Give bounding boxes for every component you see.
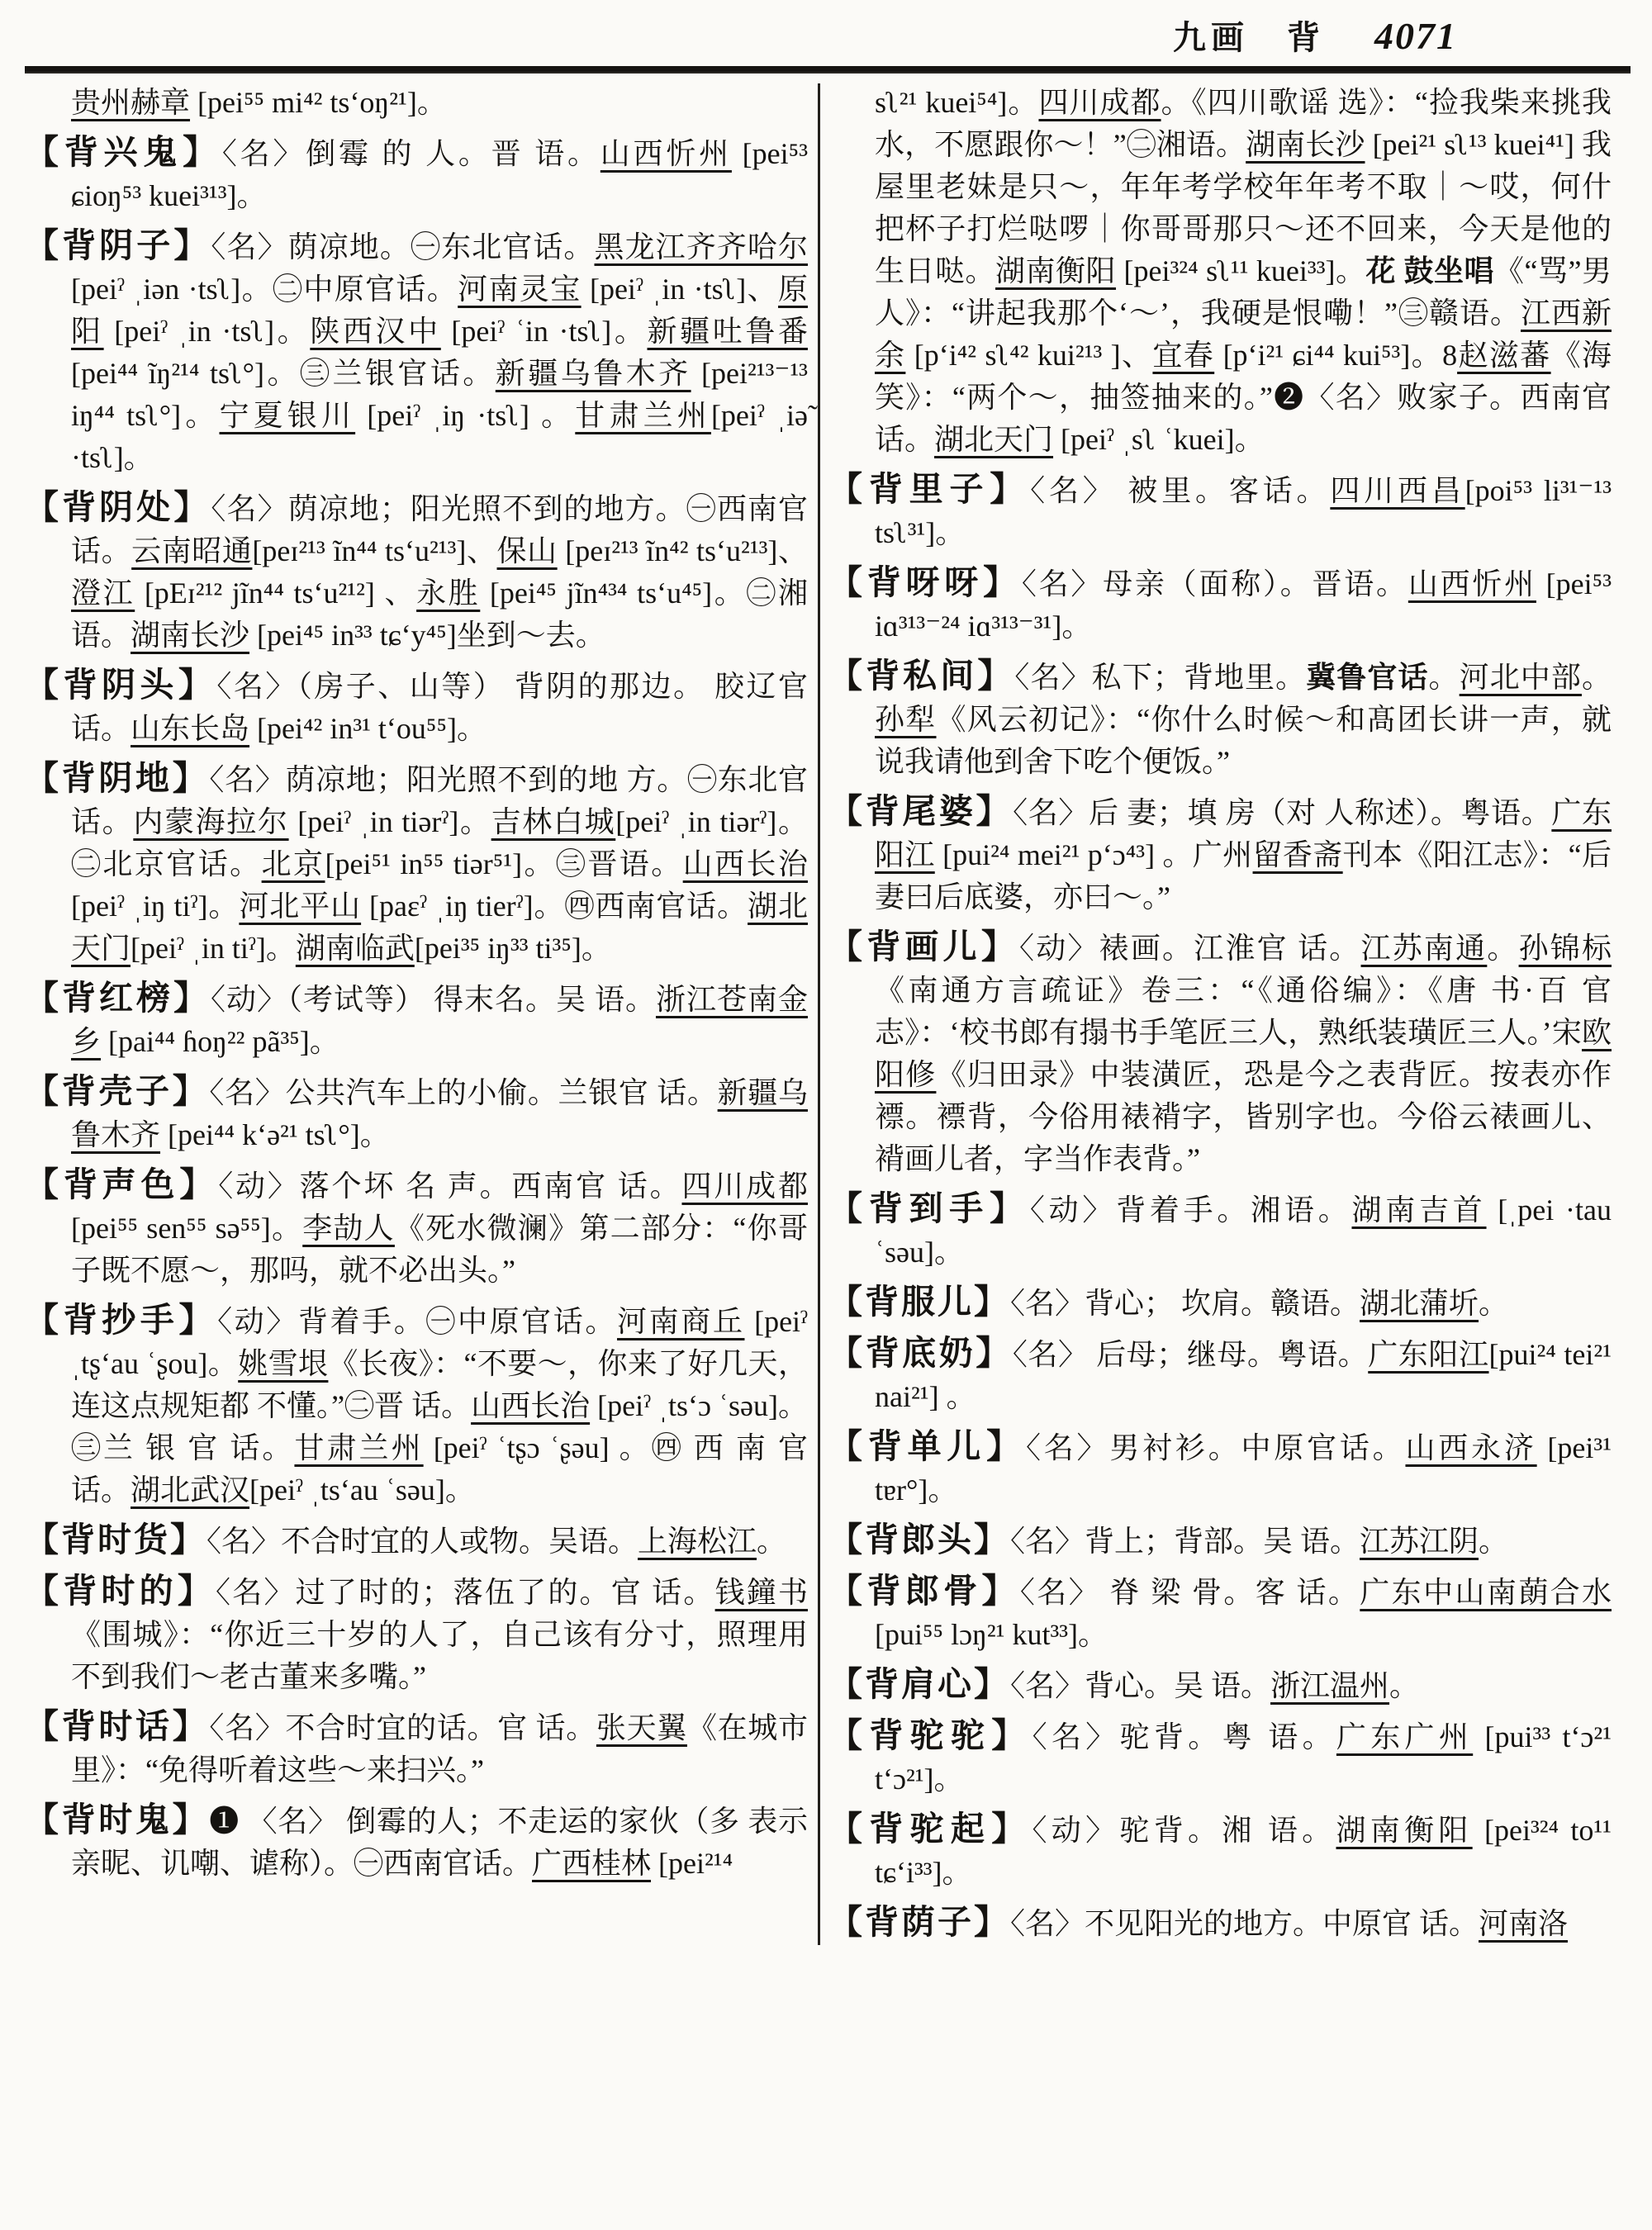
entry-text-segment: 。 [757, 1525, 787, 1558]
place-name: 湖北天门 [934, 423, 1054, 456]
entry-text-segment: 〈名〉公共汽车上的小偷。兰银官 话。 [209, 1076, 718, 1109]
place-name: 欧阳修 [875, 1016, 1612, 1091]
dictionary-entry [25, 757, 808, 970]
place-name: 赵滋蕃 [1457, 339, 1551, 372]
entry-text-segment: [pei²¹⁴ [651, 1847, 733, 1880]
place-name: 河北中部 [1459, 661, 1582, 694]
entry-text-segment: 〈名〉（房子、山等） 背阴的那边。 胶辽官话。 [71, 670, 808, 745]
entry-text-segment: [pei³²⁴ sʅ¹¹ kuei³³]。 [1116, 254, 1366, 287]
entry-text-segment: 〈名〉 被里。客话。 [1030, 474, 1331, 507]
entry-text-segment: 。 [1487, 932, 1519, 965]
place-name: 宜春 [1152, 339, 1215, 372]
dictionary-entry [25, 1164, 808, 1292]
entry-text-segment: [peiˀ ˌin tiərˀ]。 [288, 805, 491, 838]
entry-text-segment: [pei⁵⁵ mi⁴² tsʻoŋ²¹]。 [190, 86, 447, 119]
entry-text-segment: [pei³⁵ iŋ³³ ti³⁵]。 [414, 932, 611, 965]
place-name: 江西新余 [875, 297, 1612, 372]
entry-text-segment: 〈动〉裱画。江淮官 话。 [1019, 932, 1361, 965]
place-name: 湖南临武 [295, 932, 415, 965]
dictionary-entry [828, 1901, 1612, 1945]
place-name: 李劼人 [302, 1212, 395, 1245]
entry-text-segment: 《死水微澜》第二部分：“你哥子既不愿～，那吗，就不必出头。” [71, 1212, 808, 1287]
place-name: 钱鐘书 [714, 1576, 808, 1609]
entry-headword: 【背郎头】 [828, 1521, 1010, 1559]
entry-text-segment: [pei³²⁴ to¹¹ tɕʻi³³]。 [875, 1814, 1612, 1889]
entry-text-segment: [peiˀ ˌin tiərˀ]。㊁北京官话。 [71, 805, 808, 880]
entry-text-segment: [peiˀ ˌtsʻɔ ʿsəu]。㊂兰 银 官 话。 [71, 1389, 808, 1464]
place-name: 浙江苍南金乡 [71, 983, 808, 1058]
place-name: 留香斋 [1252, 838, 1343, 871]
place-name: 原阳 [71, 273, 808, 348]
place-name: 孙锦标 [1518, 932, 1612, 965]
dictionary-entry [828, 1519, 1612, 1563]
dictionary-entry [25, 486, 808, 657]
place-name: 云南昭通 [131, 534, 253, 567]
entry-text-segment: [peiˀ ˌtʂʻau ʿʂou]。 [71, 1305, 808, 1380]
entry-text-segment: 。《四川歌谣 选》：“捡我柴来挑我水，不愿跟你～！”㊁湘语。 [875, 86, 1612, 161]
two-column-text [25, 80, 1631, 1945]
entry-headword: 【背底奶】 [828, 1334, 1013, 1372]
dictionary-entry [828, 468, 1612, 554]
place-name: 山东长岛 [131, 712, 250, 745]
entry-text-segment: [pʻi²¹ ɕi⁴⁴ kui⁵³]。8 [1214, 339, 1458, 372]
entry-text-segment: [peiˀ ˌiə̃ ·tsʅ]。 [71, 399, 808, 474]
place-name: 宁夏银川 [219, 399, 356, 432]
dictionary-entry [828, 562, 1612, 648]
entry-text-segment: ❶ 〈名〉 倒霉的人；不走运的家伙（多 表示亲昵、讥嘲、谑称）。㊀西南官话。 [71, 1805, 808, 1880]
place-name: 黑龙江齐齐哈尔 [594, 230, 808, 263]
entry-headword: 【背郎骨】 [828, 1572, 1020, 1610]
entry-text-segment: 。 [1479, 1525, 1509, 1558]
entry-text-segment: [pei⁴⁴ ĩŋ²¹⁴ tsʅ°]。㊂兰银官话。 [71, 357, 496, 390]
dictionary-entry [828, 1808, 1612, 1894]
entry-text-segment: 〈名〉 脊 梁 骨。客 话。 [1019, 1576, 1360, 1609]
entry-headword: 【背时话】 [25, 1707, 210, 1745]
continuation-paragraph [25, 82, 808, 124]
entry-text-segment: [pui²⁴ mei²¹ pʻɔ⁴³] 。广州 [934, 838, 1253, 871]
entry-text-segment: [peiˀ ʿtʂɔ ʿʂəu] 。㊃ 西 南 官 话。 [71, 1431, 808, 1506]
place-name: 孙犁 [875, 703, 937, 736]
entry-headword: 【背私间】 [828, 657, 1015, 695]
dictionary-entry [828, 1426, 1612, 1511]
place-name: 内蒙海拉尔 [133, 805, 289, 838]
entry-headword: 【背肩心】 [828, 1665, 1010, 1703]
place-name: 新疆乌鲁木齐 [495, 357, 691, 390]
entry-text-segment: 《南通方言疏证》卷三：“《通俗编》：《唐 书·百 官志》：‘校书郎有搨书手笔匠三人，熟纸装璜匠三人。’宋 [875, 974, 1612, 1049]
entry-headword: 【背荫子】 [828, 1903, 1010, 1941]
entry-headword: 【背兴鬼】 [25, 133, 222, 171]
place-name: 贵州赫章 [71, 86, 191, 119]
place-name: 河南商丘 [617, 1305, 745, 1338]
dictionary-entry [828, 790, 1612, 918]
entry-headword: 【背尾婆】 [828, 792, 1014, 830]
entry-text-segment: [pui³³ tʻɔ²¹ tʻɔ²¹]。 [875, 1720, 1612, 1796]
entry-text-segment: [peiˀ ˌiən ·tsʅ]。㊁中原官话。 [71, 273, 458, 306]
left-column [25, 80, 808, 1945]
entry-text-segment: [poi⁵³ li³¹⁻¹³ tsʅ³¹]。 [875, 474, 1612, 549]
entry-headword: 【背服儿】 [828, 1283, 1010, 1321]
dictionary-entry [828, 655, 1612, 783]
dictionary-entry [828, 1570, 1612, 1656]
entry-text-segment: 〈名〉不合时宜的人或物。吴语。 [206, 1525, 638, 1558]
entry-text-segment: 《归田录》中装潢匠，恐是今之表背匠。按表亦作褾。褾背，今俗用裱褙字，皆别字也。今俗云裱画儿、褙画儿者，字当作表背。” [875, 1058, 1612, 1175]
entry-text-segment: 。 [1479, 1287, 1509, 1320]
page-number: 4071 [1374, 15, 1457, 57]
entry-text-segment: [peiˀ ˌin ·tsʅ]。 [103, 315, 311, 348]
place-name: 四川成都 [681, 1170, 808, 1203]
entry-headword: 【背里子】 [828, 470, 1031, 508]
place-name: 浙江温州 [1270, 1669, 1390, 1702]
place-name: 吉林白城 [491, 805, 616, 838]
dictionary-entry [828, 926, 1612, 1180]
entry-text-segment: 《长夜》：“不要～，你来了好几天，连这点规矩都 不懂。”㊁晋 话。 [71, 1347, 808, 1422]
entry-text-segment: [pei⁴⁴ kʻə²¹ tsʅ°]。 [160, 1118, 390, 1151]
entry-text-segment: [pEɪ²¹² jĩn⁴⁴ tsʻu²¹²] 、 [135, 576, 417, 610]
place-name: 北京 [261, 847, 325, 880]
place-name: 江苏南通 [1360, 932, 1488, 965]
place-name: 湖南衡阳 [1336, 1814, 1473, 1847]
entry-text-segment: 〈名〉母亲（面称）。晋语。 [1021, 567, 1408, 600]
dictionary-entry [828, 1715, 1612, 1801]
place-name: 永胜 [416, 576, 481, 610]
entry-text-segment: 〈动〉背着手。湘语。 [1029, 1193, 1352, 1226]
entry-text-segment: [pui²⁴ tei²¹ nai²¹] 。 [875, 1338, 1612, 1413]
running-head [25, 12, 1631, 63]
entry-text-segment: 〈动〉背着手。㊀中原官话。 [217, 1305, 618, 1338]
entry-text-segment: 〈名〉不见阳光的地方。中原官 话。 [1010, 1907, 1479, 1940]
dictionary-entry [25, 1299, 808, 1511]
place-name: 山西永济 [1405, 1431, 1537, 1464]
entry-headword: 【背抄手】 [25, 1301, 218, 1339]
entry-headword: 【背画儿】 [828, 928, 1020, 966]
entry-text-segment: [pei³¹ tɐr°]。 [875, 1431, 1612, 1506]
dictionary-entry [25, 977, 808, 1063]
entry-text-segment: [pei⁴⁵ jĩn⁴³⁴ tsʻu⁴⁵]。㊁湘语。 [71, 576, 808, 652]
entry-text-segment: 《在城市里》：“免得听着这些～来扫兴。” [71, 1711, 808, 1786]
entry-text-segment: [pui⁵⁵ lɔŋ²¹ kut³³]。 [875, 1618, 1108, 1651]
place-name: 新疆乌鲁木齐 [71, 1076, 808, 1151]
dictionary-entry [25, 1570, 808, 1698]
entry-headword: 【背声色】 [25, 1165, 219, 1203]
place-name: 山西长治 [471, 1389, 591, 1422]
place-name: 河南灵宝 [458, 273, 582, 306]
entry-text-segment: [pei²¹ sʅ¹³ kuei⁴¹] 我屋里老妹是只～，年年考学校年年考不取｜～哎，何什把杯子打烂哒啰｜你哥哥那只～还不回来，今天是他的生日哒。 [875, 128, 1612, 287]
place-name: 上海松江 [638, 1525, 757, 1558]
entry-text-segment: [peɪ²¹³ ĩn⁴⁴ tsʻu²¹³]、 [252, 534, 497, 567]
place-name: 姚雪垠 [238, 1347, 329, 1380]
place-name: 甘肃兰州 [294, 1431, 424, 1464]
entry-text-segment: [peiˀ ˌin ·tsʅ]、 [581, 273, 778, 306]
entry-headword: 【背驼驼】 [828, 1716, 1032, 1754]
entry-text-segment: 〈名〉荫凉地；阳光照不到的地方。㊀西南官话。 [71, 492, 808, 567]
entry-text-segment: 花 鼓坐唱 [1365, 254, 1495, 287]
entry-text-segment: 〈名〉荫凉地。㊀东北官话。 [211, 230, 595, 263]
entry-text-segment: [pei⁴⁵ in³³ tɕʻy⁴⁵]坐到～去。 [249, 619, 605, 652]
place-name: 湖南长沙 [131, 619, 250, 652]
entry-headword: 【背呀呀】 [828, 563, 1022, 601]
place-name: 广东阳江 [875, 796, 1612, 871]
right-column [828, 80, 1612, 1945]
entry-text-segment: 《围城》：“你近三十岁的人了，自己该有分寸，照理用不到我们～老古董来多嘴。” [71, 1618, 808, 1693]
entry-text-segment: [pei⁴² in³¹ tʻou⁵⁵]。 [249, 712, 487, 745]
place-name: 湖南吉首 [1351, 1193, 1487, 1226]
place-name: 江苏江阴 [1360, 1525, 1479, 1558]
place-name: 广东阳江 [1368, 1338, 1489, 1371]
entry-text-segment: 冀鲁官话 [1306, 661, 1429, 694]
entry-text-segment: [peɪ²¹³ ĩn⁴² tsʻu²¹³]、 [557, 534, 808, 567]
continuation-paragraph [828, 82, 1612, 461]
place-name: 甘肃兰州 [575, 399, 711, 432]
entry-text-segment: [peiˀ ˌin tiˀ]。 [131, 932, 296, 965]
entry-headword: 【背驼起】 [828, 1810, 1032, 1848]
entry-text-segment: 《风云初记》：“你什么时候～和髙团长讲一声，就说我请他到舍下吃个便饭。” [875, 703, 1612, 778]
place-name: 陕西汉中 [310, 315, 441, 348]
entry-text-segment: [pei⁵⁵ sen⁵⁵ sə⁵⁵]。 [71, 1212, 303, 1245]
place-name: 湖北天门 [71, 890, 808, 965]
dictionary-entry [828, 1332, 1612, 1418]
dictionary-entry [25, 664, 808, 750]
place-name: 山西忻州 [1408, 567, 1536, 600]
entry-text-segment: 刊本《阳江志》：“后妻曰后底婆，亦曰～。” [875, 838, 1612, 913]
entry-headword: 【背阴地】 [25, 759, 210, 797]
entry-text-segment: 〈名〉倒霉 的 人。晋 语。 [221, 137, 601, 170]
place-name: 山西忻州 [600, 137, 732, 170]
entry-text-segment: [pei²¹³⁻¹³ iŋ⁴⁴ tsʅ°]。 [71, 357, 808, 432]
dictionary-entry [828, 1281, 1612, 1325]
place-name: 新疆吐鲁番 [647, 315, 808, 348]
entry-headword: 【背壳子】 [25, 1072, 210, 1110]
place-name: 湖南长沙 [1246, 128, 1365, 161]
entry-text-segment: 〈动〉（考试等） 得末名。吴 语。 [211, 983, 656, 1016]
place-name: 广东广州 [1336, 1720, 1474, 1753]
entry-text-segment: [peiˀ ˌiŋ ·tsʅ] 。 [355, 399, 576, 432]
entry-text-segment: [peiˀ ˌsʅ ʿkuei]。 [1053, 423, 1265, 456]
dictionary-entry [25, 225, 808, 479]
dictionary-entry [25, 1070, 808, 1156]
entry-text-segment: sʅ²¹ kuei⁵⁴]。 [875, 86, 1039, 119]
entry-text-segment: 〈名〉背上；背部。吴 语。 [1010, 1525, 1360, 1558]
dictionary-entry [828, 1188, 1612, 1274]
entry-text-segment: 《“骂”男人》：“讲起我那个‘～’，我硬是恨嘞！”㊂赣语。 [875, 254, 1612, 330]
entry-text-segment: [peiˀ ˌtsʻau ʿsəu]。 [249, 1473, 475, 1506]
entry-headword: 【背阴处】 [25, 488, 211, 526]
entry-text-segment: 〈动〉驼背。湘 语。 [1032, 1814, 1336, 1847]
entry-text-segment: 〈名〉荫凉地；阳光照不到的地 方。㊀东北官话。 [71, 763, 808, 838]
dictionary-entry [828, 1663, 1612, 1707]
place-name: 湖北蒲圻 [1360, 1287, 1479, 1320]
entry-text-segment: [ˌpei ·tau ʿsəu]。 [875, 1193, 1612, 1269]
entry-text-segment: 〈动〉落个坏 名 声。西南官 话。 [218, 1170, 682, 1203]
entry-headword: 【背红榜】 [25, 979, 211, 1017]
place-name: 四川西昌 [1330, 474, 1465, 507]
entry-text-segment: [pai⁴⁴ ɦoŋ²² pã³⁵]。 [101, 1025, 339, 1058]
entry-text-segment: 〈名〉驼背。粤 语。 [1032, 1720, 1336, 1753]
entry-text-segment: [peiˀ ʿin ·tsʅ]。 [440, 315, 648, 348]
entry-headword: 【背到手】 [828, 1189, 1030, 1227]
dictionary-entry [25, 1519, 808, 1563]
place-name: 广西桂林 [532, 1847, 652, 1880]
entry-text-segment: [pʻi⁴² sʅ⁴² kui²¹³ ]、 [905, 339, 1153, 372]
entry-headword: 【背阴头】 [25, 666, 217, 704]
entry-text-segment: [paɛˀ ˌiŋ tierˀ]。㊃西南官话。 [361, 890, 748, 923]
entry-text-segment: 《海笑》：“两个～，抽签抽来的。”❷〈名〉败家子。西南官话。 [875, 339, 1612, 456]
entry-text-segment: 〈名〉过了时的；落伍了的。官 话。 [216, 1576, 715, 1609]
place-name: 张天翼 [596, 1711, 687, 1744]
entry-text-segment: 〈名〉不合时宜的话。官 话。 [209, 1711, 596, 1744]
entry-text-segment: [pei⁵³ ɕioŋ⁵³ kuei³¹³]。 [71, 137, 808, 212]
entry-text-segment: [pei⁵³ iɑ³¹³⁻²⁴ iɑ³¹³⁻³¹]。 [875, 567, 1612, 643]
place-name: 湖北武汉 [131, 1473, 250, 1506]
entry-text-segment: 。 [1389, 1669, 1420, 1702]
header-rule [25, 66, 1631, 74]
entry-text-segment: 〈名〉背心。吴 语。 [1010, 1669, 1271, 1702]
entry-headword: 【背单儿】 [828, 1427, 1026, 1465]
place-name: 河南洛 [1479, 1907, 1569, 1940]
entry-text-segment: [peiˀ ˌiŋ tiˀ]。 [71, 890, 240, 923]
place-name: 澄江 [71, 576, 135, 610]
dictionary-entry [25, 131, 808, 217]
place-name: 广东中山南蓢合水 [1360, 1576, 1612, 1609]
entry-text-segment: 。 [1581, 661, 1612, 694]
radical-stroke-label: 九画 [1173, 19, 1249, 56]
head-character: 背 [1287, 19, 1325, 56]
entry-text-segment: 〈名〉男衬衫。中原官话。 [1025, 1431, 1406, 1464]
entry-text-segment: 〈名〉背心； 坎肩。赣语。 [1010, 1287, 1360, 1320]
entry-headword: 【背时鬼】 [25, 1801, 210, 1839]
entry-headword: 【背时货】 [25, 1521, 206, 1559]
place-name: 四川成都 [1038, 86, 1161, 119]
entry-text-segment: 。 [1428, 661, 1460, 694]
dictionary-entry [25, 1706, 808, 1791]
column-divider [818, 83, 820, 1945]
entry-text-segment: 〈名〉后 妻；填 房（对 人称述）。粤语。 [1013, 796, 1552, 829]
place-name: 保山 [496, 534, 558, 567]
entry-headword: 【背时的】 [25, 1572, 216, 1610]
place-name: 山西长治 [682, 847, 808, 880]
entry-text-segment: 〈名〉 后母；继母。粤语。 [1012, 1338, 1369, 1371]
entry-text-segment: 〈名〉私下；背地里。 [1014, 661, 1307, 694]
entry-text-segment: [pei⁵¹ in⁵⁵ tiər⁵¹]。㊂晋语。 [325, 847, 683, 880]
place-name: 河北平山 [239, 890, 362, 923]
dictionary-entry [25, 1799, 808, 1885]
place-name: 湖南衡阳 [995, 254, 1117, 287]
entry-headword: 【背阴子】 [25, 226, 211, 264]
